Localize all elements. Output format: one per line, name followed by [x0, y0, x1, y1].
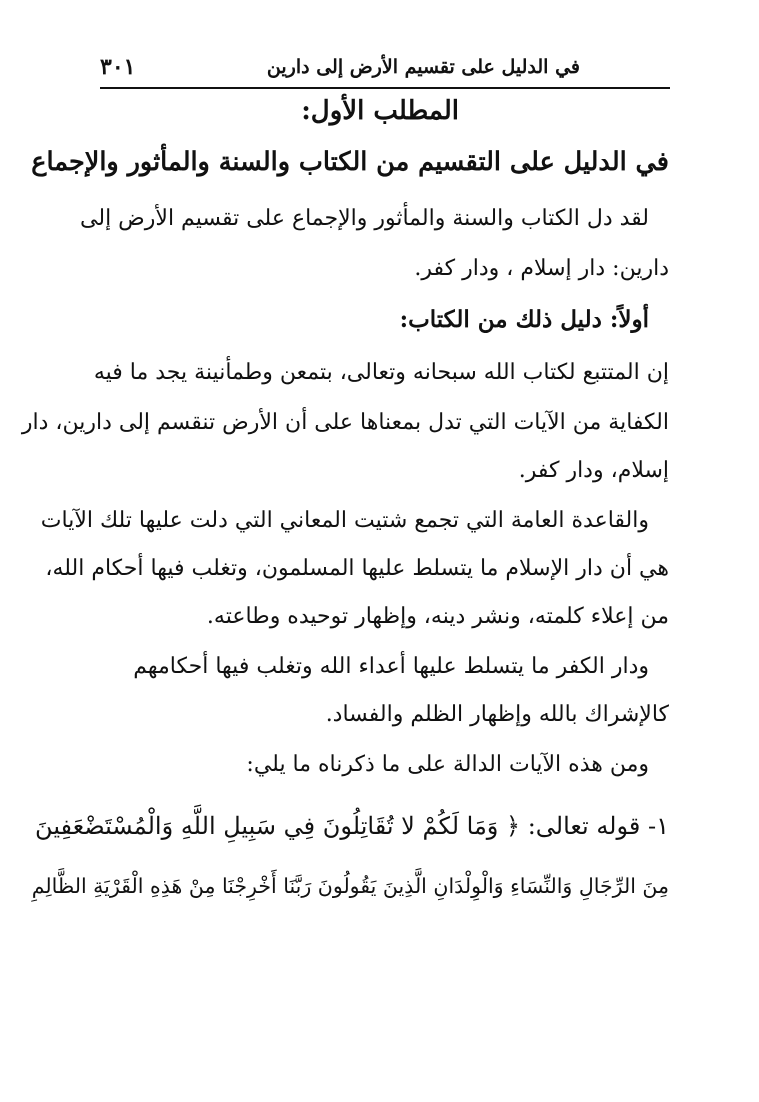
paragraph-2-line-3: إسلام، ودار كفر.: [518, 458, 669, 483]
verse-1-line-2: مِنَ الرِّجَالِ وَالنِّسَاءِ وَالْوِلْدَانِ الَّذِينَ يَقُولُونَ رَبَّنَا أَخْرِجْنَا مِنْ هَذِهِ الْقَرْيَةِ الظَّالِمِ: [31, 874, 669, 898]
paragraph-5-line-1: ومن هذه الآيات الدالة على ما ذكرناه ما يلي:: [246, 752, 649, 777]
paragraph-2-line-1: إن المتتبع لكتاب الله سبحانه وتعالى، بتمعن وطمأنينة يجد ما فيه: [93, 360, 669, 385]
section-subtitle: في الدليل على التقسيم من الكتاب والسنة والمأثور والإجماع: [31, 147, 669, 177]
header-divider: [100, 87, 670, 89]
running-header-title: في الدليل على تقسيم الأرض إلى دارين: [266, 56, 580, 78]
running-header: [100, 52, 670, 88]
section-title: المطلب الأول:: [301, 96, 459, 126]
verse-1-line-1: ١- قوله تعالى: ﴿ وَمَا لَكُمْ لا تُقَاتِلُونَ فِي سَبِيلِ اللَّهِ وَالْمُسْتَضْعَفِينَ: [35, 812, 669, 840]
paragraph-1-line-1: لقد دل الكتاب والسنة والمأثور والإجماع على تقسيم الأرض إلى: [80, 206, 649, 231]
paragraph-3-line-3: من إعلاء كلمته، ونشر دينه، وإظهار توحيده وطاعته.: [206, 604, 669, 629]
paragraph-3-line-2: هي أن دار الإسلام ما يتسلط عليها المسلمون، وتغلب فيها أحكام الله،: [45, 556, 669, 581]
paragraph-1-line-2: دارين: دار إسلام ، ودار كفر.: [414, 256, 669, 281]
page-number: ٣٠١: [100, 54, 136, 80]
subheading-from-book: أولاً: دليل ذلك من الكتاب:: [399, 306, 649, 333]
paragraph-4-line-1: ودار الكفر ما يتسلط عليها أعداء الله وتغلب فيها أحكامهم: [133, 654, 649, 679]
paragraph-2-line-2: الكفاية من الآيات التي تدل بمعناها على أن الأرض تنقسم إلى دارين، دار: [21, 410, 669, 435]
paragraph-3-line-1: والقاعدة العامة التي تجمع شتيت المعاني التي دلت عليها تلك الآيات: [40, 508, 649, 533]
paragraph-4-line-2: كالإشراك بالله وإظهار الظلم والفساد.: [325, 702, 669, 727]
